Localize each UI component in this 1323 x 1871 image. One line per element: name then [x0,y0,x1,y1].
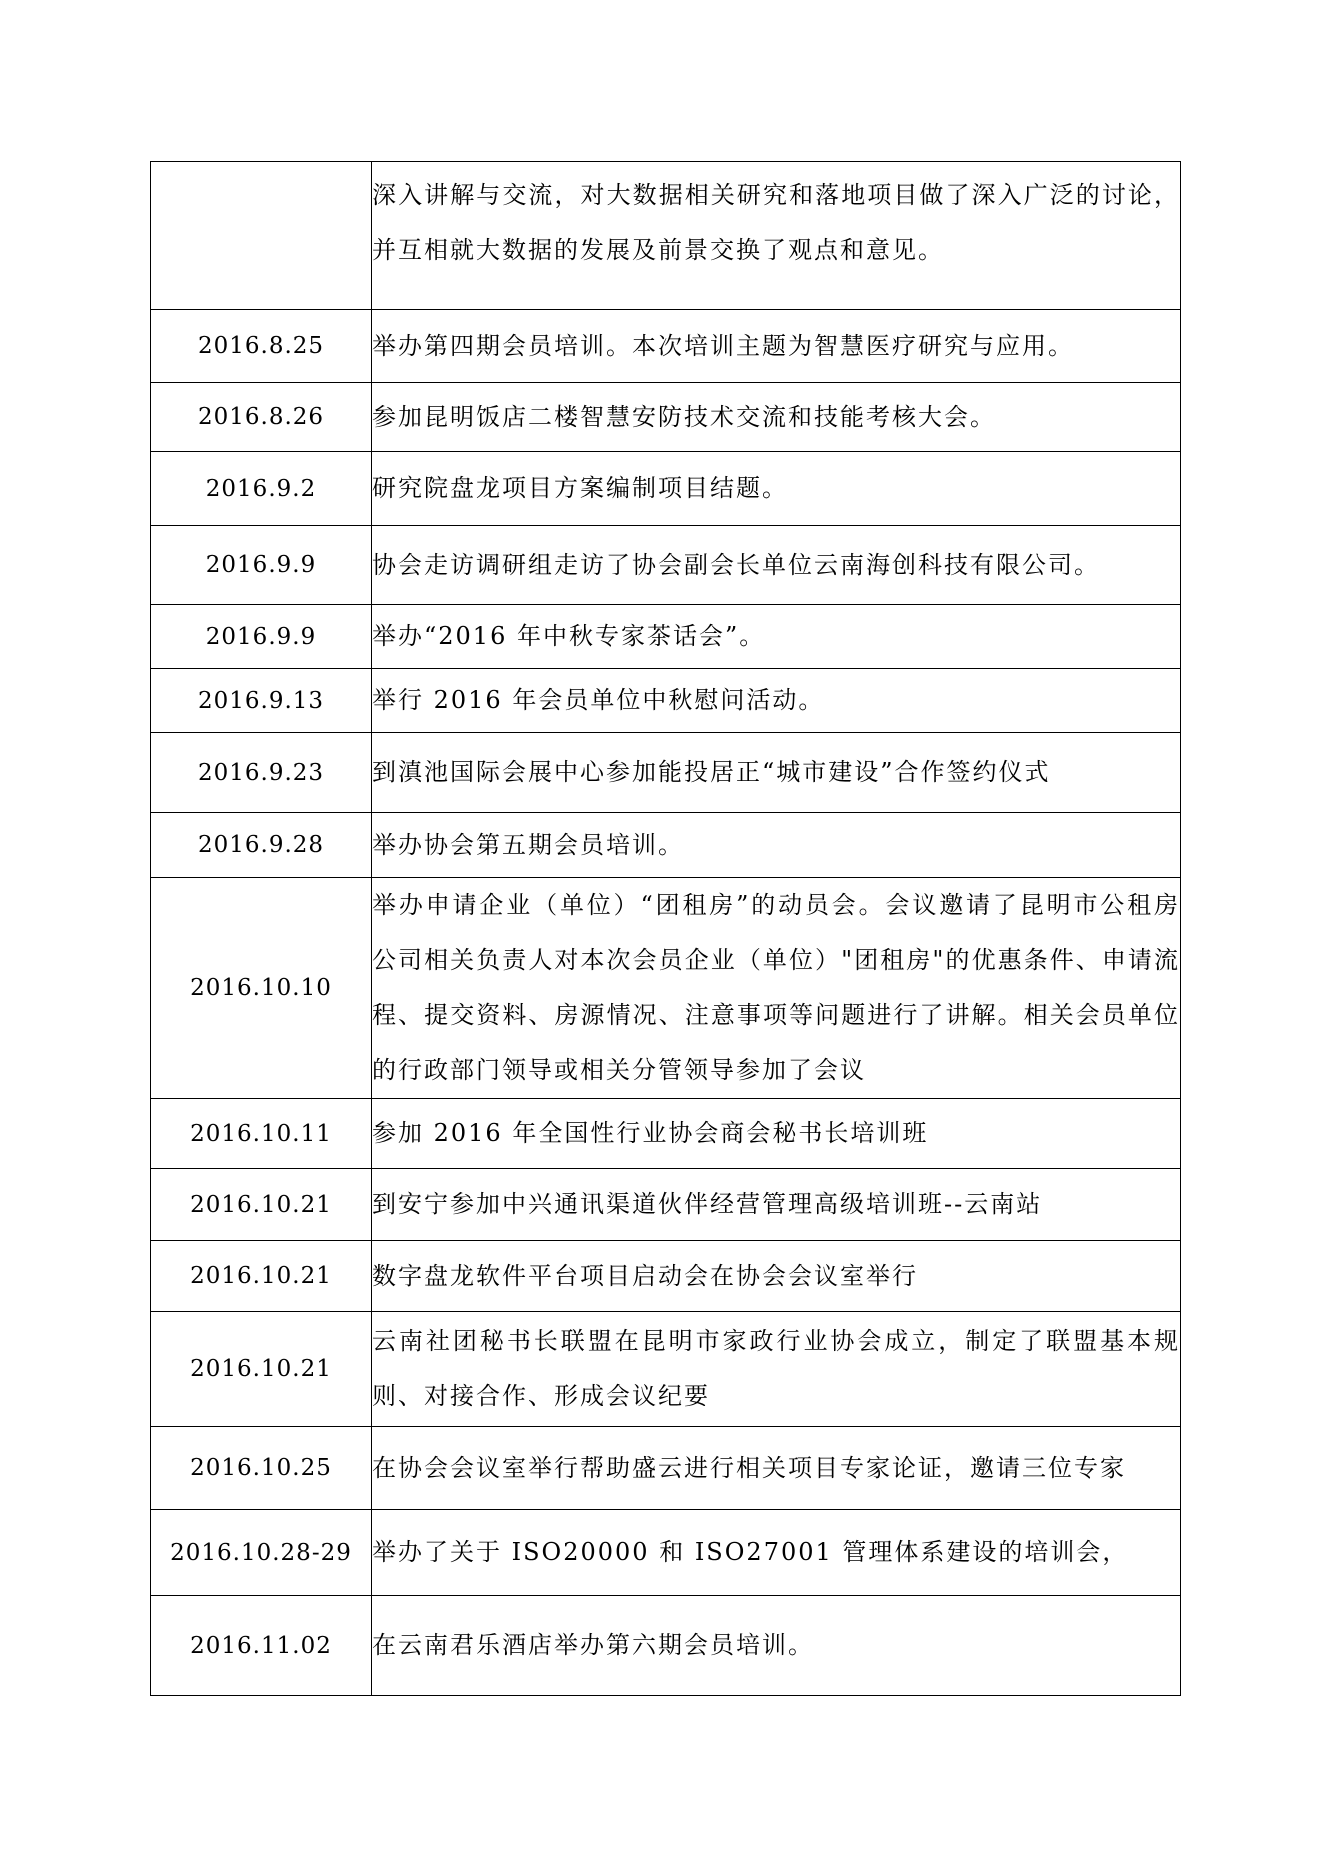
date-cell [151,162,372,310]
description-cell: 举办了关于 ISO20000 和 ISO27001 管理体系建设的培训会， [372,1510,1181,1596]
events-table [150,161,1181,1696]
table-row [151,733,1181,813]
table-row [151,452,1181,526]
date-cell: 2016.10.21 [151,1312,372,1427]
description-cell: 研究院盘龙项目方案编制项目结题。 [372,452,1181,526]
description-cell: 举办协会第五期会员培训。 [372,813,1181,878]
table-row [151,1510,1181,1596]
date-cell: 2016.10.10 [151,878,372,1099]
date-cell: 2016.10.21 [151,1169,372,1241]
date-cell: 2016.10.28-29 [151,1510,372,1596]
description-cell: 数字盘龙软件平台项目启动会在协会会议室举行 [372,1241,1181,1312]
description-cell: 参加昆明饭店二楼智慧安防技术交流和技能考核大会。 [372,383,1181,452]
table-row [151,1427,1181,1510]
date-cell: 2016.9.23 [151,733,372,813]
table-row [151,605,1181,669]
description-cell: 深入讲解与交流，对大数据相关研究和落地项目做了深入广泛的讨论，并互相就大数据的发展及前景交换了观点和意见。 [372,162,1181,310]
date-cell: 2016.9.9 [151,526,372,605]
table-row [151,310,1181,383]
description-cell: 在协会会议室举行帮助盛云进行相关项目专家论证，邀请三位专家 [372,1427,1181,1510]
date-cell: 2016.9.9 [151,605,372,669]
table-row [151,1241,1181,1312]
description-cell: 举办申请企业（单位）“团租房”的动员会。会议邀请了昆明市公租房公司相关负责人对本次会员企业（单位）"团租房"的优惠条件、申请流程、提交资料、房源情况、注意事项等问题进行了讲解。相关会员单位的行政部门领导或相关分管领导参加了会议 [372,878,1181,1099]
date-cell: 2016.10.25 [151,1427,372,1510]
description-cell: 到滇池国际会展中心参加能投居正“城市建设”合作签约仪式 [372,733,1181,813]
date-cell: 2016.8.25 [151,310,372,383]
table-row [151,383,1181,452]
description-cell: 参加 2016 年全国性行业协会商会秘书长培训班 [372,1099,1181,1169]
description-cell: 举办“2016 年中秋专家茶话会”。 [372,605,1181,669]
description-cell: 云南社团秘书长联盟在昆明市家政行业协会成立，制定了联盟基本规则、对接合作、形成会议纪要 [372,1312,1181,1427]
date-cell: 2016.9.13 [151,669,372,733]
table-row [151,878,1181,1099]
description-cell: 举办第四期会员培训。本次培训主题为智慧医疗研究与应用。 [372,310,1181,383]
table-row [151,526,1181,605]
table-row [151,1596,1181,1696]
date-cell: 2016.11.02 [151,1596,372,1696]
date-cell: 2016.8.26 [151,383,372,452]
table-row [151,1312,1181,1427]
description-cell: 在云南君乐酒店举办第六期会员培训。 [372,1596,1181,1696]
date-cell: 2016.9.2 [151,452,372,526]
description-cell: 举行 2016 年会员单位中秋慰问活动。 [372,669,1181,733]
table-row [151,1099,1181,1169]
description-cell: 协会走访调研组走访了协会副会长单位云南海创科技有限公司。 [372,526,1181,605]
table-row [151,162,1181,310]
date-cell: 2016.10.21 [151,1241,372,1312]
description-cell: 到安宁参加中兴通讯渠道伙伴经营管理高级培训班--云南站 [372,1169,1181,1241]
date-cell: 2016.10.11 [151,1099,372,1169]
table-row [151,1169,1181,1241]
table-row [151,813,1181,878]
date-cell: 2016.9.28 [151,813,372,878]
table-row [151,669,1181,733]
